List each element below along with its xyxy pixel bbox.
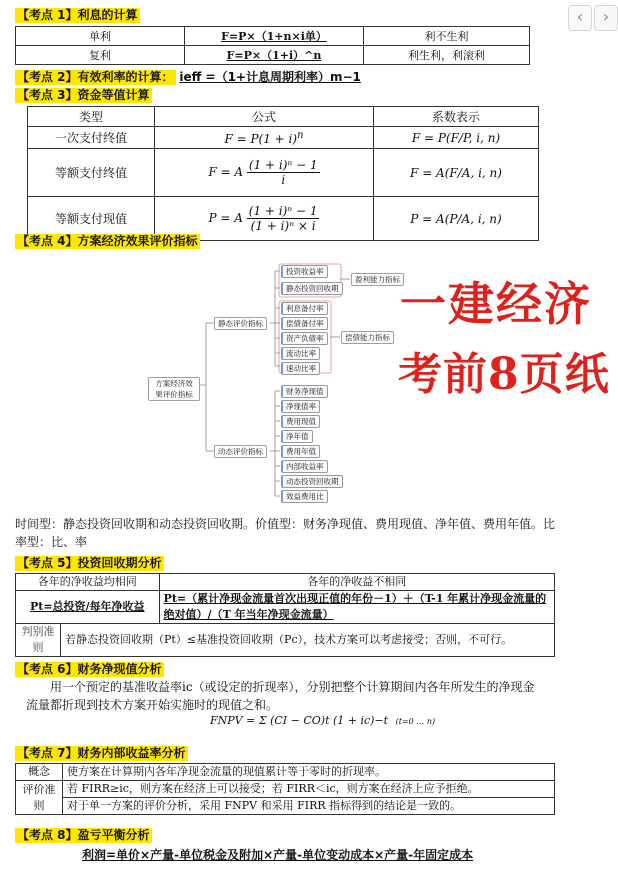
table-header-row <box>28 107 539 127</box>
k6-heading <box>15 662 164 677</box>
node-label: 盈利能力指标 <box>355 275 400 284</box>
table-row <box>16 781 555 798</box>
node-label: 投资收益率 <box>286 267 324 276</box>
table-cell: Pt=（累计净现金流量首次出现正值的年份－1）＋（T-1 年累计净现金流量的绝对值）/（T 年当年净现金流量） <box>159 591 554 624</box>
watermark-subtitle: 考前8页纸 <box>398 349 610 400</box>
k8-formula: 利润=单价×产量-单位税金及附加×产量-单位变动成本×产量-年固定成本 <box>82 848 474 862</box>
sum-lower-limit: t=0 <box>398 717 414 726</box>
table-cell: 利生利，利滚利 <box>364 46 530 65</box>
table-cell: 等额支付终值 <box>28 149 155 197</box>
node-label: 效益费用比 <box>286 492 324 501</box>
sum-limits: (t=0 … n) <box>395 717 436 726</box>
table-cell: 等额支付现值 <box>28 197 155 241</box>
node-label: 利息备付率 <box>286 304 324 313</box>
denominator: (1 + i)ⁿ × i <box>250 219 316 233</box>
table-row <box>16 591 555 624</box>
fraction <box>247 204 320 233</box>
chevron-left-icon: ‹ <box>576 7 584 26</box>
table-cell: F = P(F/P, i, n) <box>374 127 539 149</box>
table-header: 系数表示 <box>374 107 539 127</box>
k3-table <box>27 106 539 241</box>
table-row <box>16 764 555 781</box>
table-cell: 若静态投资回收期（Pt）≤基准投资回收期（Pc），技术方案可以考虑接受；否则，不可行。 <box>61 624 555 657</box>
k1-tag: 【考点 1】利息的计算 <box>17 8 138 22</box>
table-cell: 复利 <box>16 46 185 65</box>
table-row <box>16 27 530 46</box>
fraction <box>247 158 320 187</box>
k1-table <box>15 26 530 65</box>
table-row <box>16 798 555 815</box>
node-label: 速动比率 <box>286 364 316 373</box>
node-label: 净年值 <box>286 432 309 441</box>
formula-text: P = A <box>208 211 243 225</box>
node-label: 流动比率 <box>286 349 316 358</box>
table-header: 类型 <box>28 107 155 127</box>
table-cell: 对于单一方案的评价分析，采用 FNPV 和采用 FIRR 指标得到的结论是一致的。 <box>63 798 555 815</box>
mindmap-leaf <box>281 282 343 295</box>
node-label: 静态投资回收期 <box>286 284 339 293</box>
table-header-row <box>16 574 555 591</box>
k5-tag: 【考点 5】投资回收期分析 <box>17 556 162 570</box>
k7-table <box>15 763 555 815</box>
next-page-button[interactable] <box>594 5 618 31</box>
mindmap-debt-label <box>341 331 394 344</box>
k3-heading <box>15 88 152 103</box>
k8-tag: 【考点 8】盈亏平衡分析 <box>17 828 150 842</box>
table-cell: P = A(P/A, i, n) <box>374 197 539 241</box>
table-cell: 使方案在计算期内各年净现金流量的现值累计等于零时的折现率。 <box>63 764 555 781</box>
mindmap-leaf <box>281 362 320 375</box>
node-label: 内部收益率 <box>286 462 324 471</box>
mindmap-leaf <box>281 430 313 443</box>
table-cell: 判别准则 <box>16 624 61 657</box>
k2-formula: ieff =（1+计息周期利率）m−1 <box>179 70 361 84</box>
formula-text: F = A <box>208 165 244 179</box>
table-cell: 单利 <box>16 27 185 46</box>
fnpv-formula <box>210 714 435 727</box>
k7-tag: 【考点 7】财务内部收益率分析 <box>17 746 186 760</box>
table-header: 各年的净收益均相同 <box>16 574 160 591</box>
mindmap-leaf <box>281 400 320 413</box>
node-label: 静态评价指标 <box>218 319 263 328</box>
mindmap-leaf <box>281 460 328 473</box>
node-label: 动态投资回收期 <box>286 477 339 486</box>
k1-heading <box>15 8 140 23</box>
mindmap-leaf <box>281 317 328 330</box>
table-cell: 概念 <box>16 764 63 781</box>
mindmap-root-label: 方案经济效果评价指标 <box>155 379 193 399</box>
fnpv-formula-text: FNPV = Σ (CI − CO)t (1 + ic)−t <box>210 714 389 727</box>
table-header: 公式 <box>155 107 374 127</box>
formula-exponent: n <box>297 129 304 141</box>
table-cell: F = A(F/A, i, n) <box>374 149 539 197</box>
table-cell: Pt=总投资/每年净收益 <box>16 591 160 624</box>
mindmap-leaf <box>281 475 343 488</box>
mindmap-leaf <box>281 490 328 503</box>
node-label: 资产负债率 <box>286 334 324 343</box>
k5-heading <box>15 556 164 571</box>
node-label: 偿债能力指标 <box>345 333 390 342</box>
mindmap-static-node <box>214 317 267 330</box>
prev-page-button[interactable] <box>568 5 592 31</box>
mindmap-root <box>148 377 200 401</box>
node-label: 费用年值 <box>286 447 316 456</box>
k2-heading <box>15 70 361 85</box>
k4-tag: 【考点 4】方案经济效果评价指标 <box>17 234 198 248</box>
table-cell: F=P×（1+n×i单） <box>185 27 364 46</box>
sum-upper-limit: n <box>426 717 432 726</box>
mindmap-leaf <box>281 415 320 428</box>
table-row <box>16 624 555 657</box>
mindmap-leaf <box>281 265 328 278</box>
indicator-types-text: 时间型：静态投资回收期和动态投资回收期。价值型：财务净现值、费用现值、净年值、费用年值。比率型：比、率 <box>15 517 556 549</box>
table-cell: 利不生利 <box>364 27 530 46</box>
denominator: i <box>281 173 286 187</box>
k6-paragraph: 用一个预定的基准收益率ic（或设定的折现率），分别把整个计算期间内各年所发生的净现金流量都折现到技术方案开始实施时的现值之和。 <box>26 680 535 712</box>
node-label: 动态评价指标 <box>218 447 263 456</box>
table-cell: F=P×（1+i）^n <box>185 46 364 65</box>
mindmap-leaf <box>281 385 328 398</box>
table-cell <box>155 127 374 149</box>
k5-table <box>15 573 555 657</box>
watermark-title: 一建经济 <box>400 277 592 331</box>
table-cell: 评价准则 <box>16 781 63 815</box>
k4-heading <box>15 234 200 249</box>
table-row <box>28 127 539 149</box>
mindmap-leaf <box>281 347 320 360</box>
table-cell <box>155 149 374 197</box>
k3-tag: 【考点 3】资金等值计算 <box>17 88 150 102</box>
k8-heading <box>15 828 152 843</box>
chevron-right-icon: › <box>602 7 610 26</box>
mindmap-profit-label <box>351 273 404 286</box>
mindmap-leaf <box>281 302 328 315</box>
table-row <box>28 149 539 197</box>
k6-tag: 【考点 6】财务净现值分析 <box>17 662 162 676</box>
node-label: 偿债备付率 <box>286 319 324 328</box>
mindmap-leaf <box>281 445 320 458</box>
k2-tag: 【考点 2】有效利率的计算： <box>17 70 174 84</box>
numerator: (1 + i)ⁿ − 1 <box>248 158 318 172</box>
node-label: 财务净现值 <box>286 387 324 396</box>
mindmap-dynamic-node <box>214 445 267 458</box>
table-row <box>16 46 530 65</box>
table-header: 各年的净收益不相同 <box>159 574 554 591</box>
numerator: (1 + i)ⁿ − 1 <box>248 204 318 218</box>
table-cell: 一次支付终值 <box>28 127 155 149</box>
mindmap-leaf <box>281 332 328 345</box>
node-label: 费用现值 <box>286 417 316 426</box>
node-label: 净现值率 <box>286 402 316 411</box>
formula-text: F = P(1 + i) <box>224 131 298 146</box>
k7-heading <box>15 746 188 761</box>
table-cell: 若 FIRR≥ic，则方案在经济上可以接受；若 FIRR＜ic，则方案在经济上应予拒绝。 <box>63 781 555 798</box>
